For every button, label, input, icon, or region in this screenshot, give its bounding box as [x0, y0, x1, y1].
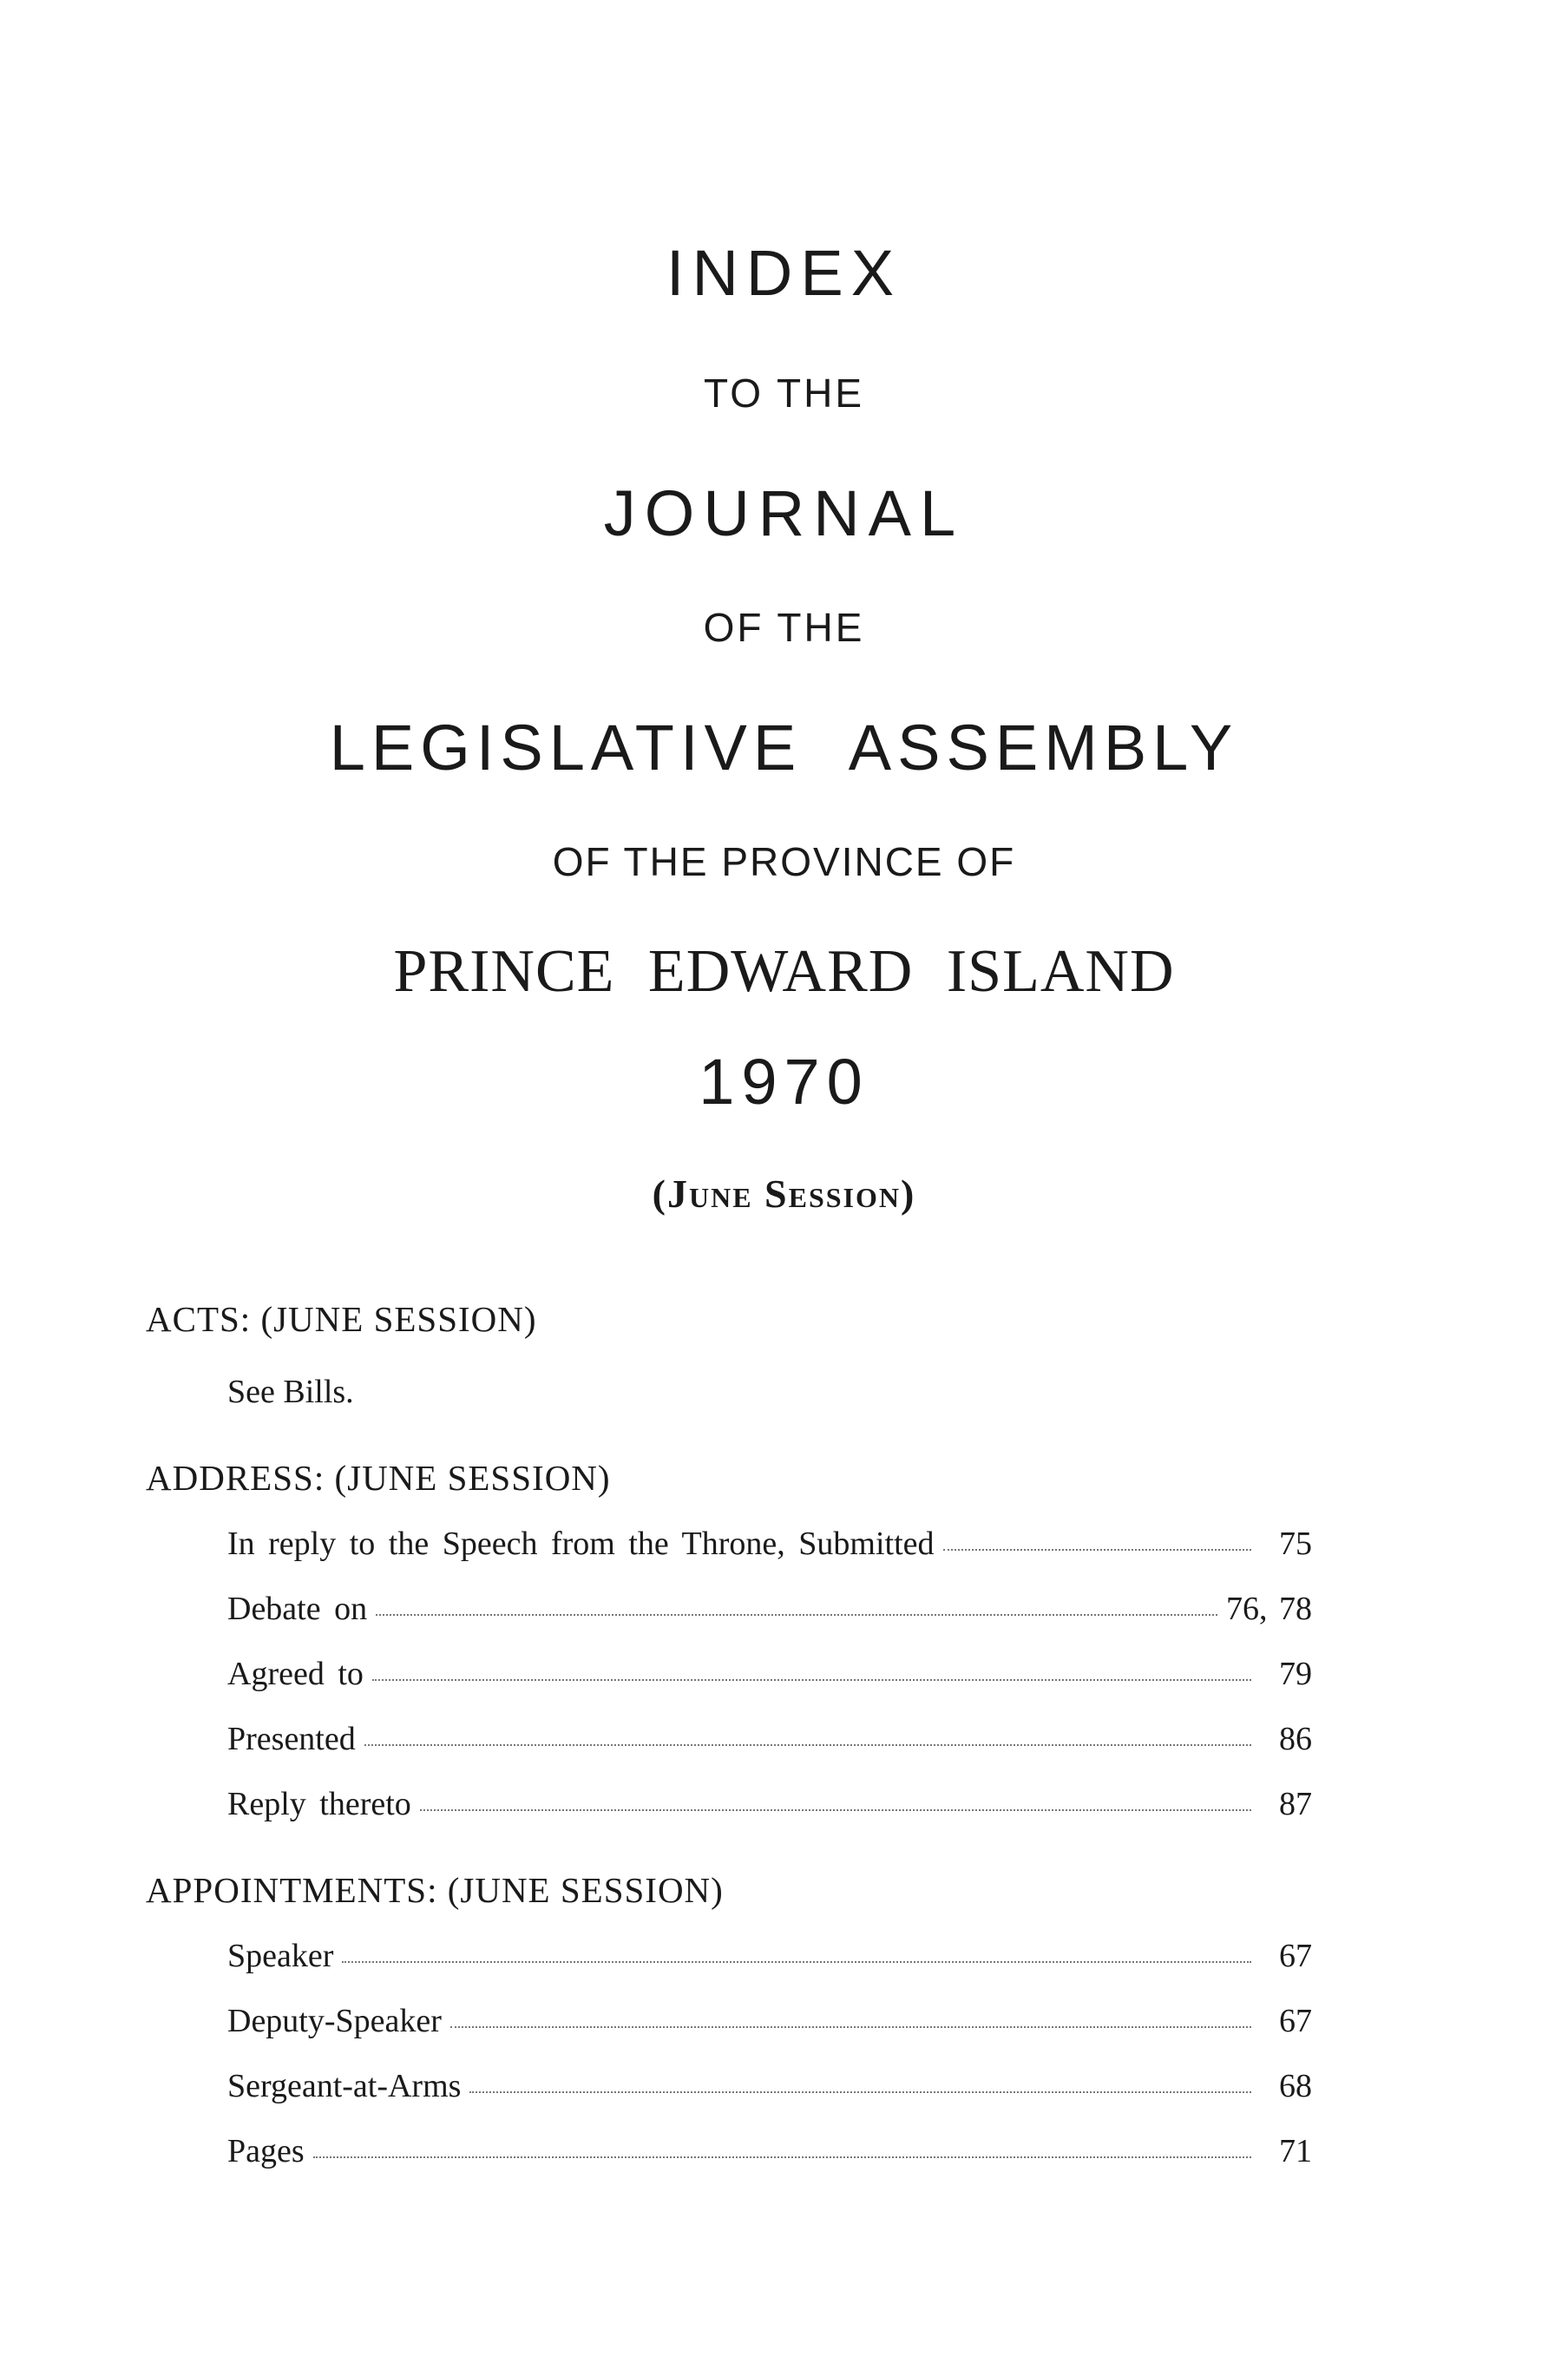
entry-page: 67 [1279, 1938, 1312, 1974]
entry-page: 76, 78 [1226, 1591, 1312, 1627]
index-entry [227, 1788, 1312, 1821]
title-prince-edward-island: PRINCE EDWARD ISLAND [393, 938, 1175, 1005]
dot-leader [342, 1961, 1251, 1963]
title-index: INDEX [666, 237, 902, 309]
entry-label: Pages [227, 2133, 305, 2169]
index-entry [227, 1527, 1312, 1560]
entry-page: 79 [1279, 1656, 1312, 1692]
entry-page: 87 [1279, 1786, 1312, 1822]
entry-label: Sergeant-at-Arms [227, 2068, 462, 2104]
index-entry [227, 2135, 1312, 2168]
entry-label: Deputy-Speaker [227, 2003, 442, 2039]
dot-leader [313, 2156, 1251, 2158]
index-entry [227, 1723, 1312, 1756]
section-note-see-bills: See Bills. [227, 1374, 354, 1410]
entry-label: Presented [227, 1721, 356, 1757]
title-of-the: OF THE [703, 605, 865, 650]
entry-page: 75 [1279, 1526, 1312, 1562]
entry-label: Agreed to [227, 1656, 364, 1692]
dot-leader [364, 1744, 1251, 1746]
title-year: 1970 [699, 1046, 869, 1118]
entry-label: In reply to the Speech from the Throne, Submitted [227, 1526, 935, 1562]
index-entry [227, 2005, 1312, 2038]
index-entry [227, 1592, 1312, 1625]
title-journal: JOURNAL [603, 477, 965, 549]
section-heading-acts: ACTS: (JUNE SESSION) [146, 1299, 537, 1339]
dot-leader [469, 2091, 1251, 2093]
section-heading-appointments: APPOINTMENTS: (JUNE SESSION) [146, 1870, 724, 1910]
entry-label: Debate on [227, 1591, 368, 1627]
entry-page: 67 [1279, 2003, 1312, 2039]
index-entry [227, 2070, 1312, 2103]
index-entry [227, 1657, 1312, 1690]
entry-page: 86 [1279, 1721, 1312, 1757]
entry-label: Reply thereto [227, 1786, 411, 1822]
dot-leader [450, 2026, 1251, 2028]
entry-page: 68 [1279, 2068, 1312, 2104]
title-session: (June Session) [652, 1171, 916, 1216]
dot-leader [372, 1679, 1251, 1681]
index-entry [227, 1939, 1312, 1972]
dot-leader [376, 1614, 1217, 1616]
section-heading-address: ADDRESS: (JUNE SESSION) [146, 1458, 611, 1498]
title-to-the: TO THE [704, 371, 864, 416]
dot-leader [943, 1549, 1251, 1551]
title-legislative-assembly: LEGISLATIVE ASSEMBLY [329, 712, 1239, 784]
entry-page: 71 [1279, 2133, 1312, 2169]
title-of-the-province-of: OF THE PROVINCE OF [552, 839, 1016, 884]
dot-leader [420, 1809, 1251, 1811]
entry-label: Speaker [227, 1938, 334, 1974]
